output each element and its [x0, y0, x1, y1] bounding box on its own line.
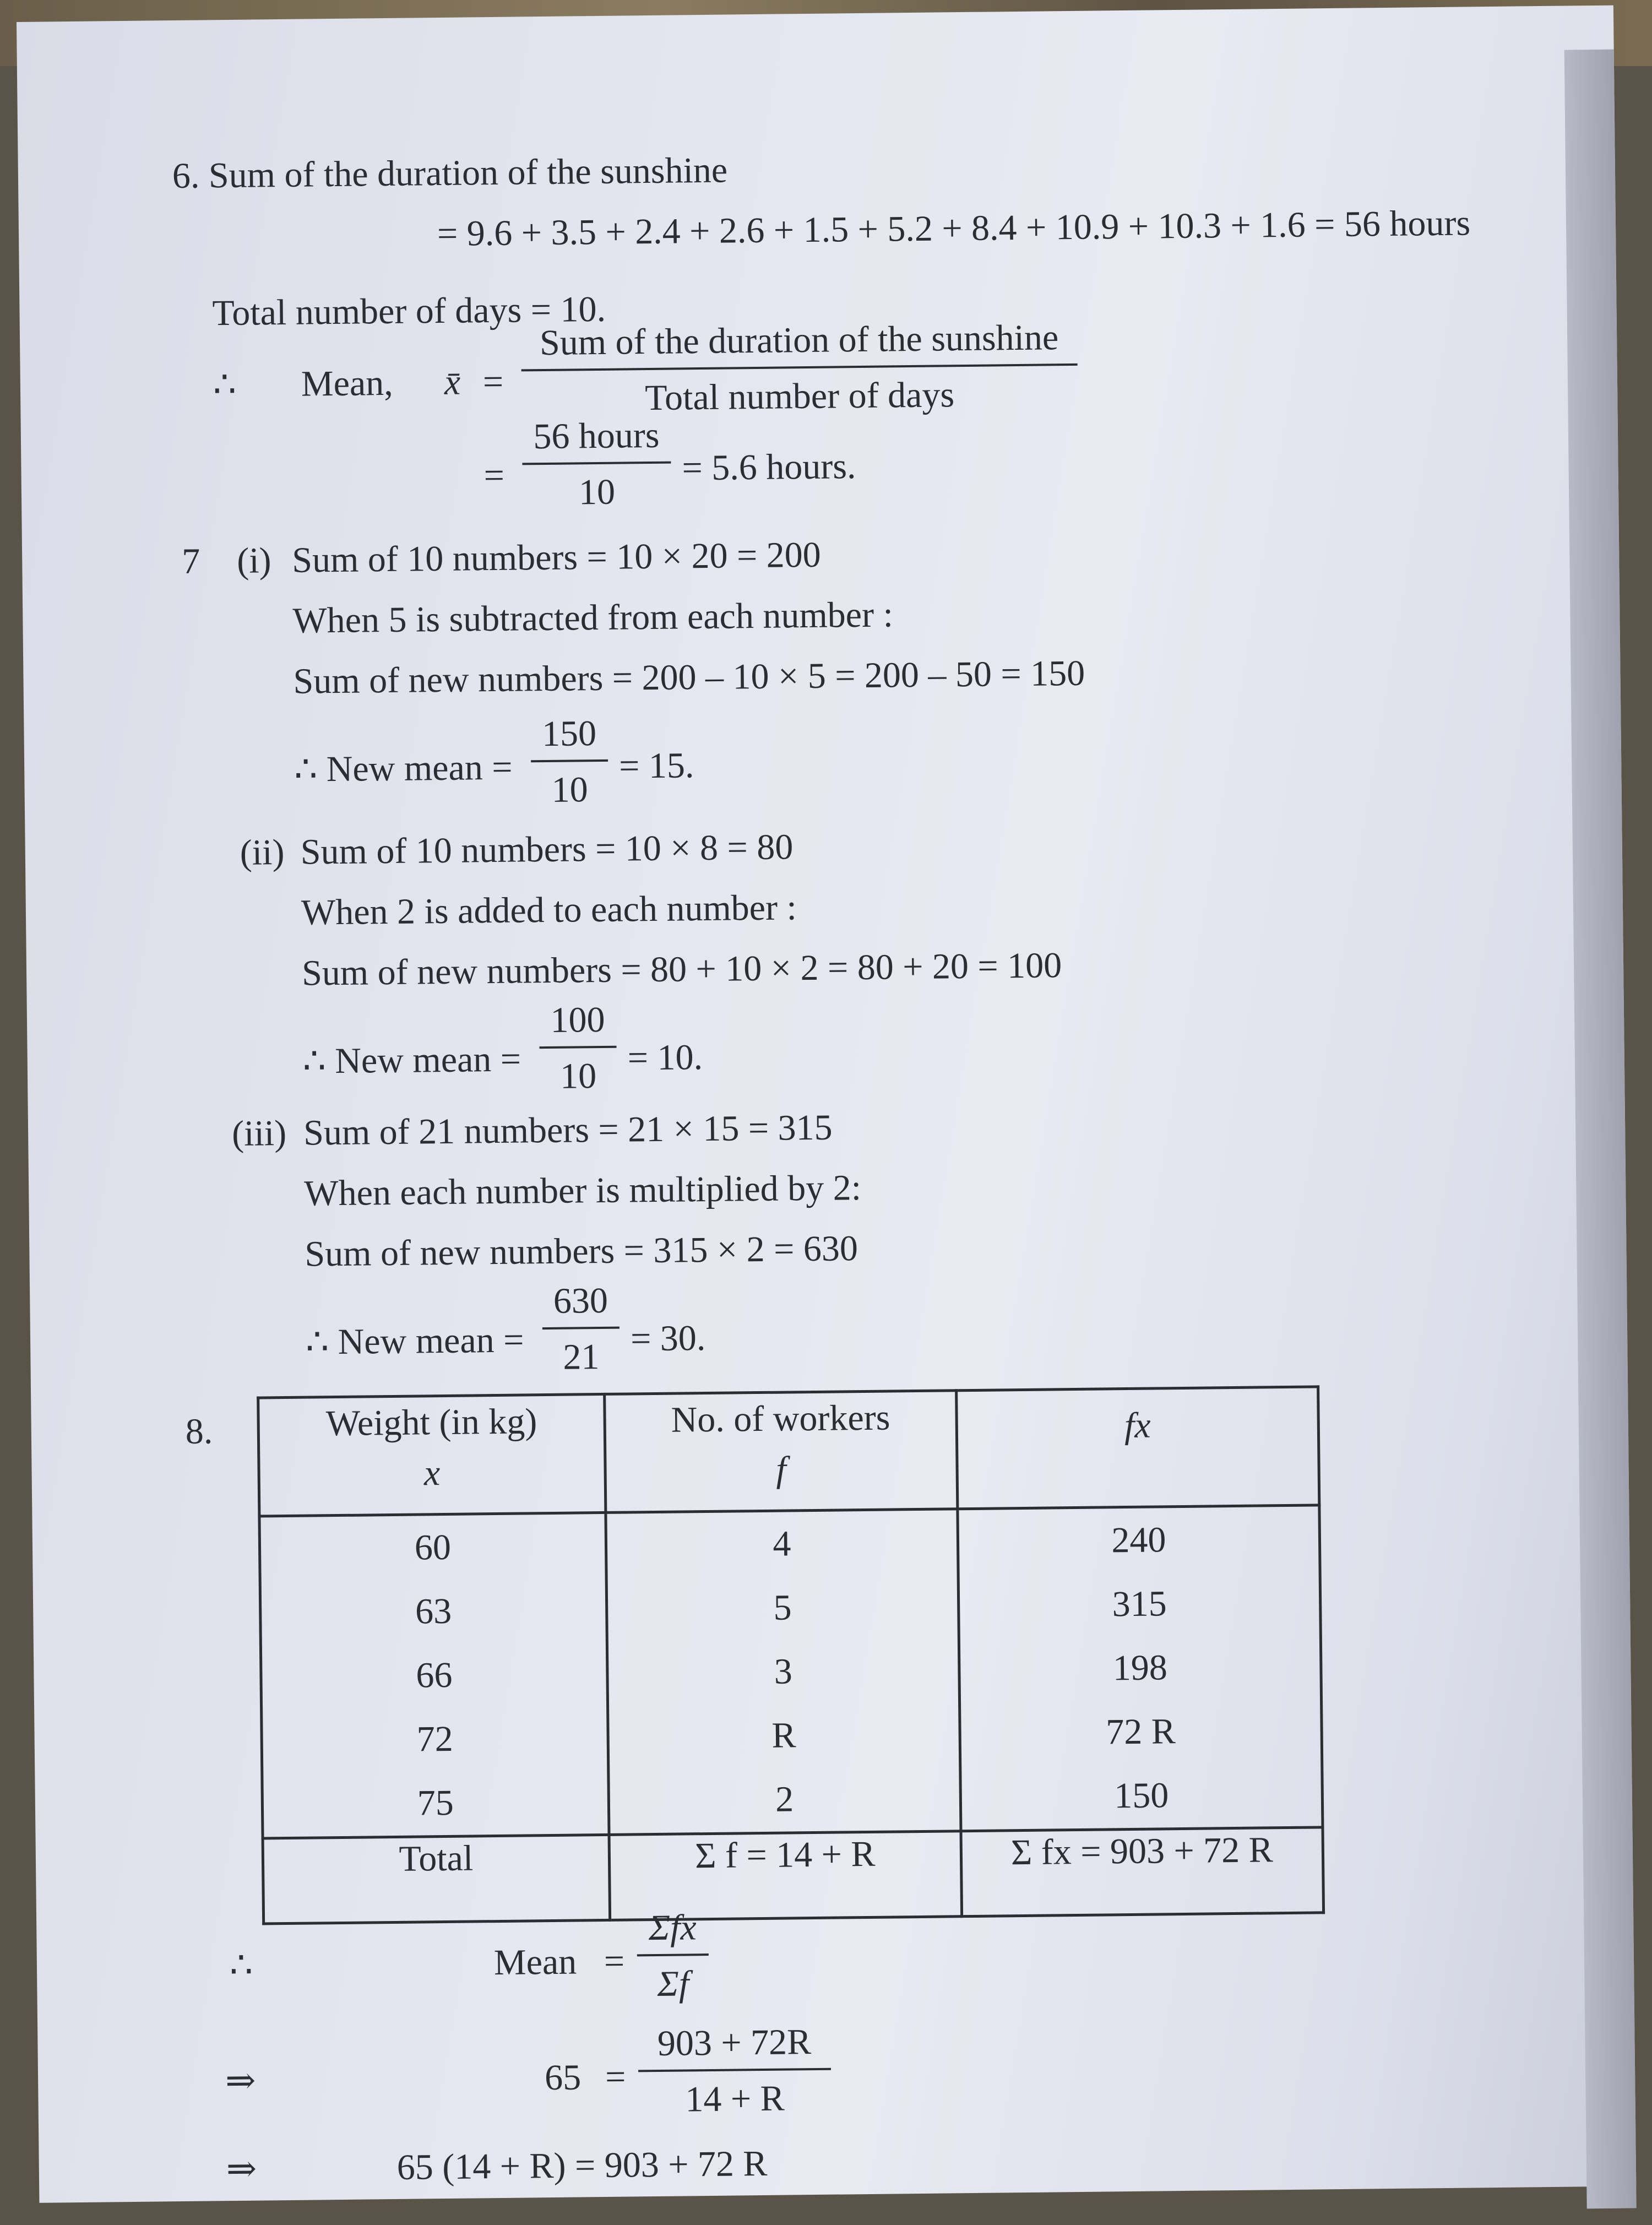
header-workers: [604, 1391, 957, 1513]
implies-arrow: ⇒: [226, 2148, 257, 2190]
q7-i-fraction: [530, 715, 608, 808]
table-cell: 63: [415, 1591, 452, 1632]
total-f: Σ f = 14 + R: [609, 1831, 962, 1920]
implies-arrow: ⇒: [225, 2060, 256, 2102]
q7-part-i-label: (i): [236, 540, 271, 581]
weight-frequency-table: [257, 1385, 1325, 1925]
q7-ii-fraction: [539, 999, 617, 1097]
q7-i-mean-label: ∴ New mean =: [294, 747, 513, 790]
table-cell: 198: [1112, 1647, 1168, 1689]
table-cell: 72 R: [1105, 1711, 1176, 1752]
therefore-symbol: ∴: [229, 1945, 253, 1986]
q6-mean-fraction: [522, 417, 672, 512]
q8-step3: 65 (14 + R) = 903 + 72 R: [396, 2143, 768, 2188]
table-cell: 5: [773, 1587, 792, 1628]
column-fx-values: [958, 1505, 1323, 1831]
q6-result: = 5.6 hours.: [682, 446, 856, 489]
q6-total-days: Total number of days = 10.: [212, 289, 606, 334]
table-cell: 240: [1111, 1519, 1166, 1561]
fraction-denominator: 14 + R: [685, 2078, 785, 2120]
q7-i-sum: Sum of 10 numbers = 10 × 20 = 200: [291, 534, 822, 580]
q8-step2-lhs: 65: [544, 2057, 582, 2098]
q7-ii-sum: Sum of 10 numbers = 10 × 8 = 80: [300, 827, 794, 872]
q7-ii-condition: When 2 is added to each number :: [301, 887, 797, 933]
fraction-numerator: 630: [542, 1283, 620, 1329]
fraction-denominator: 10: [559, 1056, 597, 1097]
header-text: fx: [1124, 1405, 1151, 1446]
column-worker-counts: [606, 1509, 961, 1835]
header-symbol: f: [775, 1449, 786, 1490]
q7-iii-result: = 30.: [630, 1318, 706, 1359]
table-cell: 150: [1113, 1775, 1169, 1816]
q8-number: 8.: [185, 1411, 213, 1452]
table-cell: 4: [772, 1523, 791, 1564]
fraction-numerator: 56 hours: [522, 417, 671, 465]
table-cell: 3: [774, 1651, 793, 1692]
fraction-numerator: Σfx: [637, 1909, 709, 1956]
q6-mean-formula: [521, 319, 1078, 418]
q7-iii-condition: When each number is multiplied by 2:: [303, 1168, 862, 1214]
q6-sum-expression: = 9.6 + 3.5 + 2.4 + 2.6 + 1.5 + 5.2 + 8.4 + 10.9 + 10.3 + 1.6 = 56 hours: [437, 203, 1471, 254]
header-fx: [956, 1387, 1319, 1509]
q7-number: 7: [181, 541, 200, 582]
fraction-denominator: 10: [551, 769, 589, 810]
fraction-numerator: 150: [530, 715, 608, 762]
table-cell: 2: [775, 1779, 794, 1820]
q8-mean-formula: [637, 1909, 709, 2003]
fraction-denominator: Σf: [657, 1963, 689, 2005]
q6-heading: 6. Sum of the duration of the sunshine: [172, 150, 728, 197]
table-cell: 72: [416, 1718, 453, 1760]
therefore-symbol: ∴: [213, 364, 237, 405]
fraction-denominator: Total number of days: [644, 375, 955, 419]
fraction-numerator: Sum of the duration of the sunshine: [521, 319, 1078, 372]
q8-mean-label: Mean: [493, 1941, 577, 1983]
equals-sign: =: [605, 2056, 626, 2098]
q8-step2-fraction: [638, 2024, 832, 2119]
equals-sign: =: [483, 455, 505, 496]
header-weight: [258, 1394, 606, 1516]
q7-iii-fraction: [542, 1280, 620, 1377]
page-edge: [1564, 50, 1637, 2209]
total-fx: Σ fx = 903 + 72 R: [961, 1827, 1324, 1917]
table-total-row: [263, 1827, 1324, 1924]
fraction-numerator: 100: [539, 1002, 617, 1049]
equals-sign: =: [482, 361, 504, 403]
table-cell: R: [771, 1715, 796, 1756]
table-cell: 60: [414, 1527, 452, 1568]
header-text: No. of workers: [671, 1397, 890, 1440]
header-text: Weight (in kg): [325, 1401, 537, 1444]
fraction-denominator: 10: [578, 471, 616, 513]
header-symbol: x: [423, 1453, 441, 1494]
table-cell: 75: [417, 1782, 454, 1824]
q7-part-iii-label: (iii): [231, 1112, 287, 1154]
q7-i-condition: When 5 is subtracted from each number :: [292, 594, 894, 641]
x-bar-symbol: x̄: [444, 362, 461, 403]
q7-iii-new-sum: Sum of new numbers = 315 × 2 = 630: [305, 1228, 858, 1274]
q7-ii-mean-label: ∴ New mean =: [302, 1039, 521, 1082]
total-label: Total: [263, 1835, 610, 1924]
fraction-denominator: 21: [563, 1337, 600, 1377]
equals-sign: =: [604, 1941, 625, 1982]
q7-i-result: = 15.: [618, 745, 694, 786]
q7-part-ii-label: (ii): [240, 832, 285, 873]
q7-iii-sum: Sum of 21 numbers = 21 × 15 = 315: [303, 1107, 833, 1153]
table-cell: 315: [1112, 1583, 1167, 1625]
table-cell: 66: [416, 1654, 453, 1696]
column-weight-values: [259, 1512, 609, 1838]
table-header-row: [258, 1387, 1319, 1516]
table-body-row: [259, 1505, 1323, 1838]
q7-i-new-sum: Sum of new numbers = 200 – 10 × 5 = 200 – 50 = 150: [293, 653, 1085, 702]
fraction-numerator: 903 + 72R: [638, 2024, 831, 2072]
q7-iii-mean-label: ∴ New mean =: [305, 1320, 524, 1363]
q7-ii-new-sum: Sum of new numbers = 80 + 10 × 2 = 80 + 20 = 100: [301, 945, 1062, 994]
q7-ii-result: = 10.: [627, 1037, 703, 1078]
q6-mean-label: Mean,: [301, 362, 394, 404]
textbook-page: [17, 6, 1636, 2203]
